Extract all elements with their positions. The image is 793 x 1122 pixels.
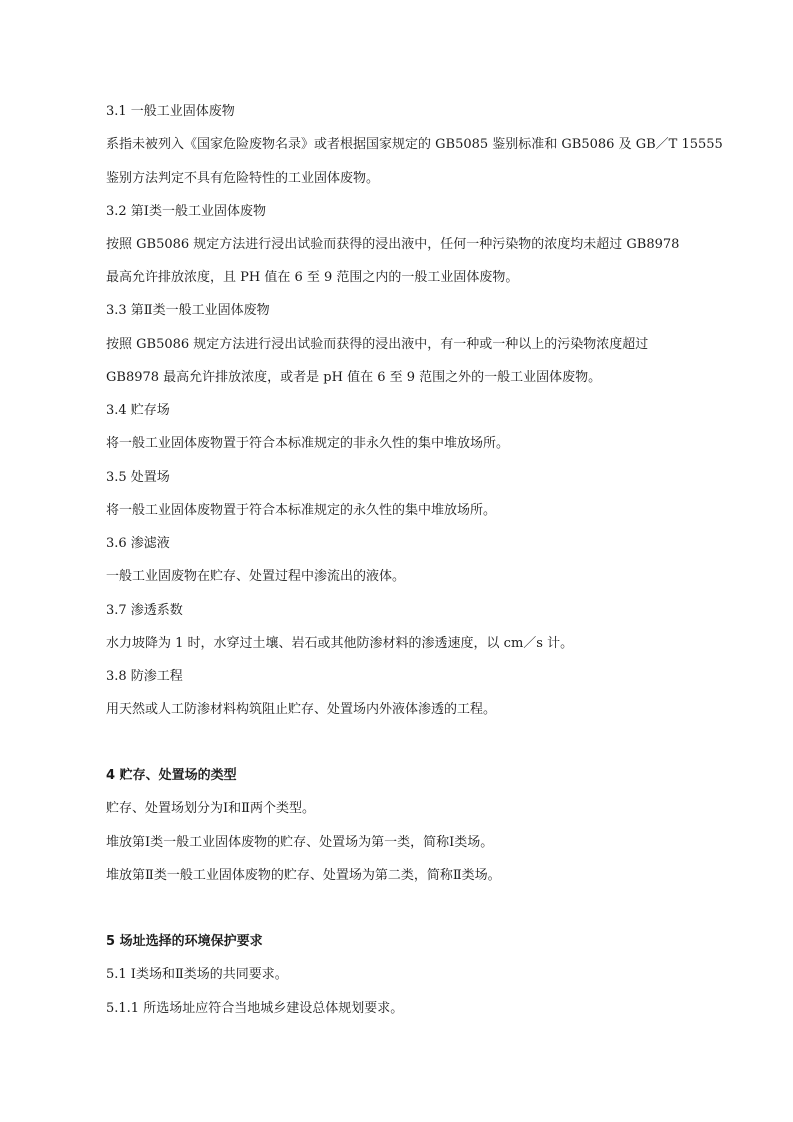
section-3-8-heading: 3.8 防渗工程 <box>106 669 183 684</box>
section-3-8-text: 用天然或人工防渗材料构筑阻止贮存、处置场内外液体渗透的工程。 <box>106 702 497 717</box>
section-3-6-heading: 3.6 渗滤液 <box>106 536 170 551</box>
section-3-2-text-line-1: 按照 GB5086 规定方法进行浸出试验而获得的浸出液中，任何一种污染物的浓度均未超过 GB8978 <box>106 237 680 252</box>
section-3-1-text-line-2: 鉴别方法判定不具有危险特性的工业固体废物。 <box>106 171 380 186</box>
section-5-1-heading: 5.1 Ⅰ类场和Ⅱ类场的共同要求。 <box>106 967 288 982</box>
section-3-2-text-line-2: 最高允许排放浓度，且 PH 值在 6 至 9 范围之内的一般工业固体废物。 <box>106 270 519 285</box>
section-5-heading: 5 场址选择的环境保护要求 <box>106 934 263 949</box>
section-4-text-line-3: 堆放第Ⅱ类一般工业固体废物的贮存、处置场为第二类，简称Ⅱ类场。 <box>106 868 501 883</box>
section-4-text-line-2: 堆放第Ⅰ类一般工业固体废物的贮存、处置场为第一类，简称Ⅰ类场。 <box>106 835 494 850</box>
section-3-4-text: 将一般工业固体废物置于符合本标准规定的非永久性的集中堆放场所。 <box>106 436 510 451</box>
section-3-4-heading: 3.4 贮存场 <box>106 403 170 418</box>
section-3-1-heading: 3.1 一般工业固体废物 <box>106 104 235 119</box>
section-4-heading: 4 贮存、处置场的类型 <box>106 768 237 783</box>
section-3-3-heading: 3.3 第Ⅱ类一般工业固体废物 <box>106 303 270 318</box>
section-4-text-line-1: 贮存、处置场划分为Ⅰ和Ⅱ两个类型。 <box>106 801 315 816</box>
section-3-3-text-line-2: GB8978 最高允许排放浓度，或者是 pH 值在 6 至 9 范围之外的一般工业固体废物。 <box>106 370 602 385</box>
section-3-5-heading: 3.5 处置场 <box>106 470 170 485</box>
section-3-2-heading: 3.2 第Ⅰ类一般工业固体废物 <box>106 204 266 219</box>
section-3-1-text-line-1: 系指未被列入《国家危险废物名录》或者根据国家规定的 GB5085 鉴别标准和 GB5086 及 GB／T 15555 <box>106 137 723 152</box>
section-3-7-heading: 3.7 渗透系数 <box>106 603 183 618</box>
section-3-5-text: 将一般工业固体废物置于符合本标准规定的永久性的集中堆放场所。 <box>106 503 497 518</box>
section-3-3-text-line-1: 按照 GB5086 规定方法进行浸出试验而获得的浸出液中，有一种或一种以上的污染物浓度超过 <box>106 337 649 352</box>
section-3-7-text: 水力坡降为 1 时，水穿过土壤、岩石或其他防渗材料的渗透速度，以 cm／s 计。 <box>106 636 574 651</box>
section-5-1-1-text: 5.1.1 所选场址应符合当地城乡建设总体规划要求。 <box>106 1001 404 1016</box>
section-3-6-text: 一般工业固废物在贮存、处置过程中渗流出的液体。 <box>106 569 406 584</box>
